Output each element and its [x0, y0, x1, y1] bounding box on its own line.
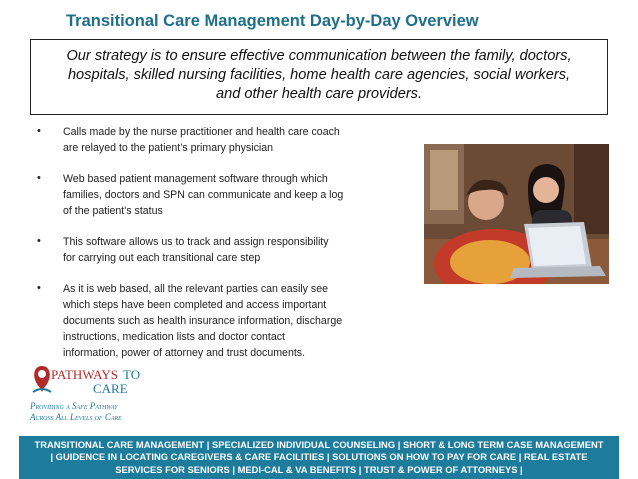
bullet-marker: • [37, 172, 41, 184]
logo-tagline-line2: Across All Levels of Care [30, 412, 122, 422]
bullet-line: are relayed to the patient’s primary physician [63, 142, 274, 154]
photo-illustration [424, 144, 609, 284]
bullet-item [30, 124, 402, 156]
bullet-marker: • [37, 125, 41, 137]
bullet-line: instructions, medication lists and doctor contact [63, 331, 285, 343]
bullet-line: for carrying out each transitional care step [63, 252, 261, 264]
bullet-item [30, 281, 402, 361]
footer-line: SERVICES FOR SENIORS | MEDI-CAL & VA BENEFITS | TRUST & POWER OF ATTORNEYS | [115, 463, 523, 475]
bullet-line: This software allows us to track and assign responsibility [63, 236, 329, 248]
map-pin-icon [33, 366, 51, 392]
bullet-item [30, 234, 402, 266]
bullet-line: which steps have been completed and access important [63, 299, 327, 311]
bullet-marker: • [37, 235, 41, 247]
photo-two-women-laptop [424, 144, 609, 284]
bullet-line: Calls made by the nurse practitioner and health care coach [63, 126, 340, 138]
logo-name-part1: PATHWAYS [51, 367, 118, 382]
strategy-line: and other health care providers. [215, 86, 423, 102]
bullet-item [30, 171, 402, 219]
bullet-line: As it is web based, all the relevant parties can easily see [63, 283, 328, 295]
logo-name-part3: CARE [93, 381, 128, 396]
bullet-line: Web based patient management software through which [63, 173, 328, 185]
bullet-line: documents such as health insurance information, discharge [63, 315, 343, 327]
footer-line: TRANSITIONAL CARE MANAGEMENT | SPECIALIZED INDIVIDUAL COUNSELING | SHORT & LONG TERM CASE MANAGEMENT [34, 439, 604, 450]
strategy-box [30, 39, 608, 115]
slide-title: Transitional Care Management Day-by-Day Overview [66, 12, 479, 30]
bullet-marker: • [37, 282, 41, 294]
bullet-line: information, power of attorney and trust documents. [63, 347, 306, 359]
footer-banner [19, 436, 619, 479]
strategy-line: Our strategy is to ensure effective communication between the family, doctors, [66, 48, 572, 64]
bullet-line: families, doctors and SPN can communicate and keep a log [63, 189, 344, 201]
footer-line: | GUIDENCE IN LOCATING CAREGIVERS & CARE FACILITIES | SOLUTIONS ON HOW TO PAY FOR CARE | REAL ESTATE [50, 451, 588, 463]
logo-tagline-line1: Providing a Safe Pathway [30, 401, 118, 411]
logo-graphic [29, 362, 159, 424]
pathways-to-care-logo [29, 362, 159, 424]
strategy-line: hospitals, skilled nursing facilities, home health care agencies, social workers, [67, 67, 571, 83]
bullet-list [30, 124, 402, 376]
bullet-line: of the patient's status [63, 205, 163, 217]
logo-name-part2: TO [123, 367, 141, 382]
